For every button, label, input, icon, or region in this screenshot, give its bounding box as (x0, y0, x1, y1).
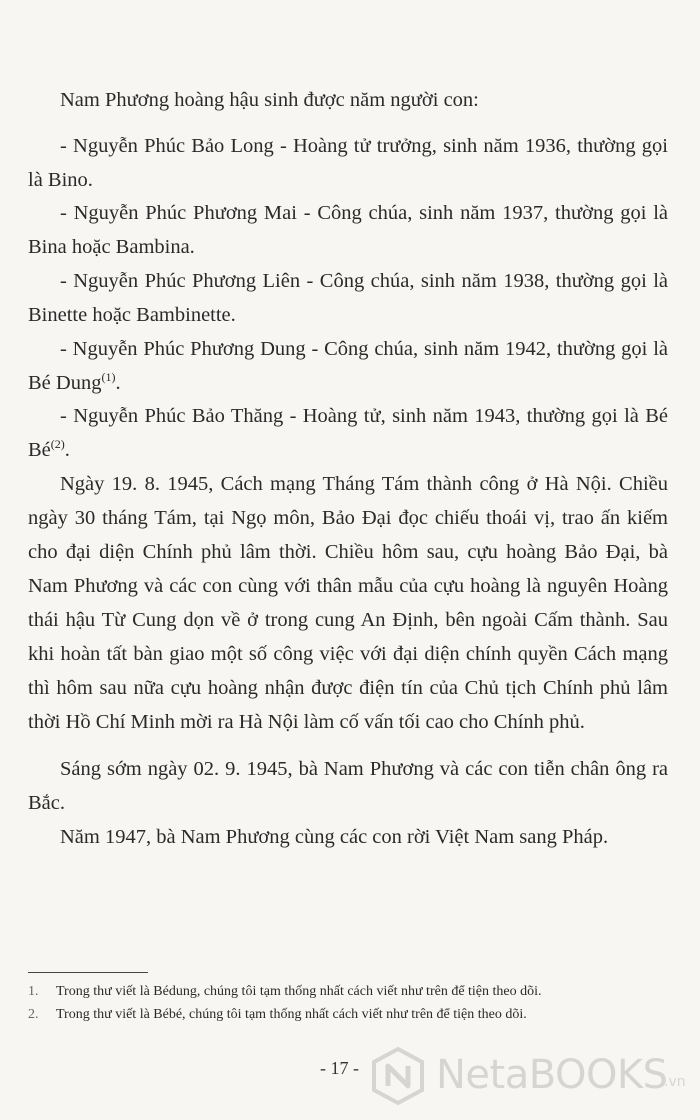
footnote-number: 1. (28, 984, 39, 999)
child-item-3: - Nguyễn Phúc Phương Liên - Công chúa, sinh năm 1938, thường gọi là Binette hoặc Bambinette. (28, 270, 668, 326)
child-item-4: - Nguyễn Phúc Phương Dung - Công chúa, sinh năm 1942, thường gọi là Bé Dung$^{(1)}$. (28, 338, 668, 394)
body-paragraph-1: Ngày 19. 8. 1945, Cách mạng Tháng Tám thành công ở Hà Nội. Chiều ngày 30 tháng Tám, tại Ngọ môn, Bảo Đại đọc chiếu thoái vị, trao ấn kiếm cho đại diện Chính phủ lâm thời. Chiều hôm sau, cựu hoàng Bảo Đại, bà Nam Phương và các con cùng với thân mẫu của cựu hoàng là nguyên Hoàng thái hậu Từ Cung dọn về ở trong cung An Định, bên ngoài Cấm thành. Sau khi hoàn tất bàn giao một số công việc với đại diện chính quyền Cách mạng thì hôm sau nữa cựu hoàng nhận được điện tín của Chủ tịch Chính phủ lâm thời Hồ Chí Minh mời ra Hà Nội làm cố vấn tối cao cho Chính phủ. (28, 473, 668, 733)
child-item-2: - Nguyễn Phúc Phương Mai - Công chúa, sinh năm 1937, thường gọi là Bina hoặc Bambina. (28, 202, 668, 258)
body-paragraph-2: Sáng sớm ngày 02. 9. 1945, bà Nam Phương và các con tiễn chân ông ra Bắc. (28, 758, 668, 814)
watermark (368, 1044, 688, 1108)
footnote-ref-1[interactable]: (1) (101, 370, 116, 385)
intro-paragraph: Nam Phương hoàng hậu sinh được năm người con: (60, 89, 479, 111)
footnote-divider (28, 972, 148, 973)
watermark-suffix: .vn (664, 1074, 686, 1090)
footnote-2 (28, 1005, 668, 1025)
watermark-brand: NetaBOOKS (436, 1052, 668, 1098)
child-item-5: - Nguyễn Phúc Bảo Thăng - Hoàng tử, sinh năm 1943, thường gọi là Bé $Bé^{(2)}$. (28, 405, 668, 461)
child-item-1: - Nguyễn Phúc Bảo Long - Hoàng tử trưởng, sinh năm 1936, thường gọi là Bino. (28, 135, 668, 191)
footnote-ref-2[interactable]: (2) (50, 437, 65, 452)
netabooks-logo-icon (368, 1046, 428, 1106)
page-number: - 17 - (320, 1058, 359, 1078)
footnote-1 (28, 982, 668, 1002)
footnote-text: Trong thư viết là Bébé, chúng tôi tạm thống nhất cách viết như trên để tiện theo dõi. (56, 1007, 527, 1022)
body-paragraph-3: Năm 1947, bà Nam Phương cùng các con rời Việt Nam sang Pháp. (60, 826, 609, 848)
footnote-text: Trong thư viết là Bédung, chúng tôi tạm thống nhất cách viết như trên để tiện theo dõi. (56, 984, 542, 999)
footnote-number: 2. (28, 1007, 39, 1022)
